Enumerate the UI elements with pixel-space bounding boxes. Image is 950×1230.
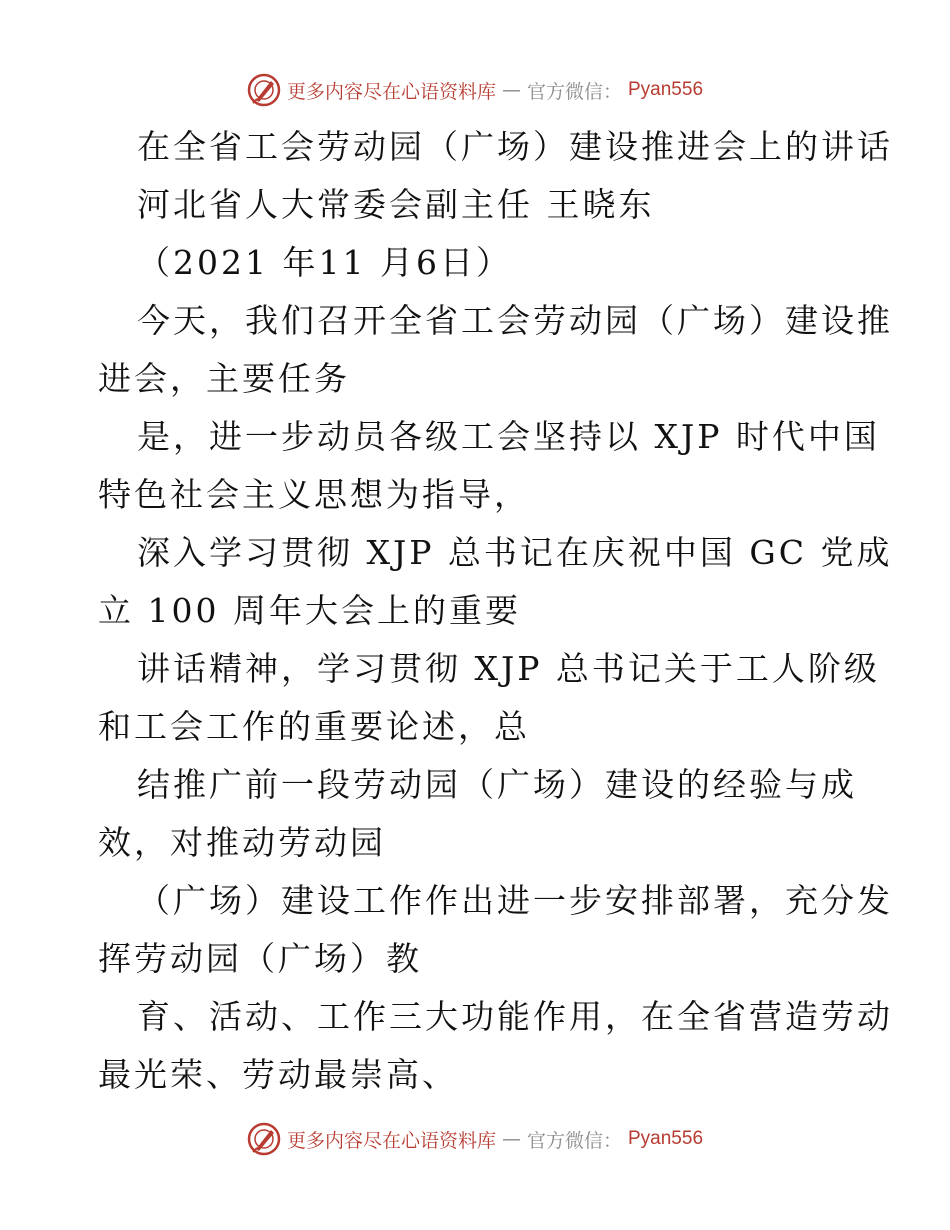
watermark-account: Pyan556 (628, 1128, 704, 1149)
body-line: 结推广前一段劳动园（广场）建设的经验与成 (137, 765, 857, 804)
header-watermark (0, 72, 950, 108)
body-line: （广场）建设工作作出进一步安排部署，充分发 (137, 881, 893, 920)
quill-pen-logo-icon (247, 73, 281, 107)
body-line: 是，进一步动员各级工会坚持以 XJP 时代中国 (137, 417, 880, 456)
body-line: 最光荣、劳动最崇高、 (98, 1055, 458, 1094)
document-date: （2021 年11 月6日） (137, 243, 512, 282)
body-line: 育、活动、工作三大功能作用，在全省营造劳动 (137, 997, 893, 1036)
body-line: 和工会工作的重要论述，总 (98, 707, 530, 746)
footer-watermark (0, 1121, 950, 1157)
watermark-separator: — (501, 79, 521, 101)
watermark-text: 更多内容尽在心语资料库 (286, 80, 496, 103)
body-line: 今天，我们召开全省工会劳动园（广场）建设推 (137, 301, 893, 340)
body-line: 讲话精神，学习贯彻 XJP 总书记关于工人阶级 (137, 649, 880, 688)
quill-pen-logo-icon (247, 1122, 281, 1156)
watermark-account: Pyan556 (628, 79, 704, 100)
body-line: 特色社会主义思想为指导， (98, 475, 530, 514)
document-title: 在全省工会劳动园（广场）建设推进会上的讲话 (137, 127, 893, 166)
watermark-wechat-label: 官方微信： (526, 80, 622, 103)
body-line: 立 100 周年大会上的重要 (98, 591, 521, 630)
watermark-text: 更多内容尽在心语资料库 (286, 1129, 496, 1152)
body-line: 挥劳动园（广场）教 (98, 939, 422, 978)
body-line: 深入学习贯彻 XJP 总书记在庆祝中国 GC 党成 (137, 533, 893, 572)
body-line: 效，对推动劳动园 (98, 823, 386, 862)
watermark-wechat-label: 官方微信： (526, 1129, 622, 1152)
document-author: 河北省人大常委会副主任 王晓东 (137, 185, 655, 224)
body-line: 进会，主要任务 (98, 359, 350, 398)
watermark-separator: — (501, 1128, 521, 1150)
